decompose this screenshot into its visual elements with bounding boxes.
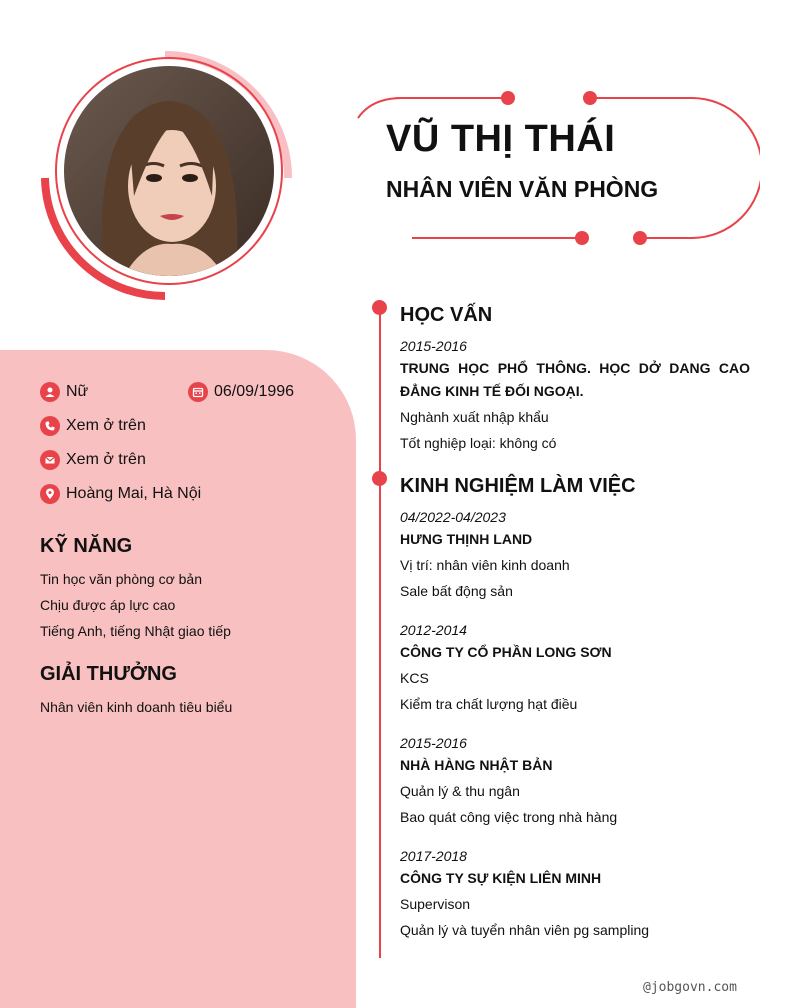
experience-company: NHÀ HÀNG NHẬT BẢN (400, 757, 553, 773)
education-title: HỌC VẤN (400, 304, 493, 326)
user-icon (40, 382, 60, 402)
experience-date: 2017-2018 (400, 848, 467, 864)
education-line: Nghành xuất nhập khẩu (400, 409, 549, 425)
person-name: VŨ THỊ THÁI (386, 118, 616, 160)
skills-title: KỸ NĂNG (40, 535, 133, 557)
avatar-frame (0, 0, 330, 320)
job-title: NHÂN VIÊN VĂN PHÒNG (386, 176, 659, 202)
avatar-photo (64, 66, 274, 276)
email-text: Xem ở trên (66, 451, 146, 468)
experience-date: 04/2022-04/2023 (400, 509, 506, 525)
timeline-dot (372, 300, 387, 315)
experience-line: Quản lý & thu ngân (400, 783, 520, 799)
timeline-dot (372, 471, 387, 486)
phone-text: Xem ở trên (66, 417, 146, 434)
education-line: Tốt nghiệp loại: không có (400, 435, 557, 451)
contact-gender (40, 382, 88, 402)
location-pin-icon (40, 484, 60, 504)
award-item: Nhân viên kinh doanh tiêu biểu (40, 699, 233, 715)
experience-line: Bao quát công việc trong nhà hàng (400, 809, 618, 825)
phone-icon (40, 416, 60, 436)
experience-company: CÔNG TY SỰ KIỆN LIÊN MINH (400, 870, 602, 886)
mail-icon (40, 450, 60, 470)
footer-watermark: @jobgovn.com (643, 980, 737, 995)
contact-address (40, 484, 201, 504)
skill-item: Tin học văn phòng cơ bản (40, 571, 202, 587)
education-date: 2015-2016 (400, 338, 467, 354)
awards-title: GIẢI THƯỞNG (40, 663, 177, 685)
experience-line: KCS (400, 670, 429, 686)
experience-title: KINH NGHIỆM LÀM VIỆC (400, 475, 636, 497)
address-text: Hoàng Mai, Hà Nội (66, 485, 202, 502)
gender-text: Nữ (66, 383, 89, 400)
skill-item: Chịu được áp lực cao (40, 597, 176, 613)
contact-phone (40, 416, 146, 436)
timeline-line (379, 306, 381, 958)
experience-company: CÔNG TY CỔ PHẦN LONG SƠN (400, 644, 612, 660)
experience-date: 2015-2016 (400, 735, 467, 751)
avatar (64, 66, 274, 276)
contact-birthday (188, 382, 294, 402)
experience-line: Quản lý và tuyển nhân viên pg sampling (400, 922, 650, 938)
skill-item: Tiếng Anh, tiếng Nhật giao tiếp (40, 623, 231, 639)
experience-line: Vị trí: nhân viên kinh doanh (400, 557, 570, 573)
birthday-text: 06/09/1996 (214, 383, 295, 400)
calendar-icon (188, 382, 208, 402)
contact-email (40, 450, 146, 470)
experience-line: Kiểm tra chất lượng hạt điều (400, 696, 578, 712)
experience-line: Supervison (400, 896, 471, 912)
experience-date: 2012-2014 (400, 622, 467, 638)
experience-company: HƯNG THỊNH LAND (400, 531, 533, 547)
experience-line: Sale bất động sản (400, 583, 513, 599)
header-frame (350, 80, 760, 250)
education-school: TRUNG HỌC PHỔ THÔNG. HỌC DỞ DANG CAO ĐẲNG KINH TẾ ĐỐI NGOẠI. (400, 360, 750, 399)
